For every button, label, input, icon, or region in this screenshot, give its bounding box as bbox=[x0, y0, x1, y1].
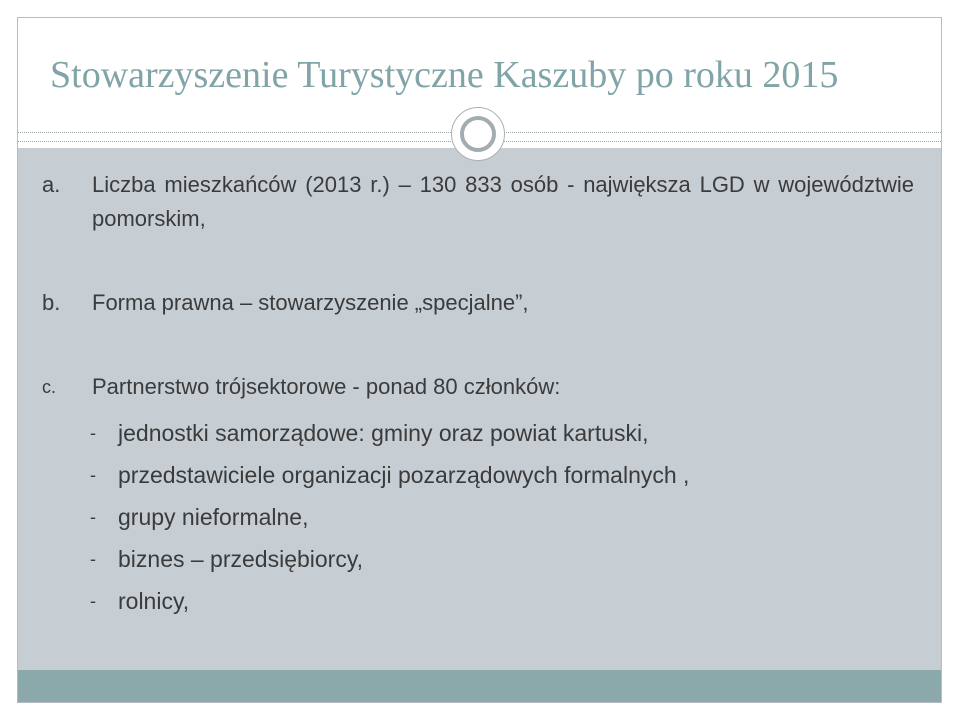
sub-list-item bbox=[90, 412, 910, 454]
list-marker: a. bbox=[42, 172, 61, 197]
sub-list-item bbox=[90, 454, 910, 496]
list-item-a bbox=[42, 168, 914, 236]
list-item-text: Liczba mieszkańców (2013 r.) – 130 833 osób - największa LGD w województwie pomorskim, bbox=[92, 172, 914, 231]
sub-list-item bbox=[90, 580, 910, 622]
sub-item-text: grupy nieformalne, bbox=[118, 504, 309, 530]
sub-list-item bbox=[90, 496, 910, 538]
sub-item-text: jednostki samorządowe: gminy oraz powiat kartuski, bbox=[118, 420, 649, 446]
circle-ornament-icon bbox=[451, 107, 505, 161]
list-item-c bbox=[42, 370, 914, 404]
list-item-text: Partnerstwo trójsektorowe - ponad 80 członków: bbox=[92, 374, 561, 399]
sub-item-text: biznes – przedsiębiorcy, bbox=[118, 546, 364, 572]
dash-bullet: - bbox=[90, 591, 96, 611]
sub-item-text: rolnicy, bbox=[118, 588, 190, 614]
footer-bar bbox=[18, 670, 941, 702]
sub-list-item bbox=[90, 538, 910, 580]
dash-bullet: - bbox=[90, 423, 96, 443]
sub-item-text: przedstawiciele organizacji pozarządowych formalnych , bbox=[118, 462, 690, 488]
dash-bullet: - bbox=[90, 549, 96, 569]
dash-bullet: - bbox=[90, 465, 96, 485]
list-item-b bbox=[42, 286, 914, 320]
dash-bullet: - bbox=[90, 507, 96, 527]
circle-ornament-inner bbox=[460, 116, 496, 152]
slide-title: Stowarzyszenie Turystyczne Kaszuby po roku 2015 bbox=[50, 54, 839, 96]
list-item-text: Forma prawna – stowarzyszenie „specjalne”, bbox=[92, 290, 529, 315]
list-marker: b. bbox=[42, 290, 61, 315]
partner-sub-list bbox=[90, 412, 910, 622]
list-marker: c. bbox=[42, 377, 57, 397]
